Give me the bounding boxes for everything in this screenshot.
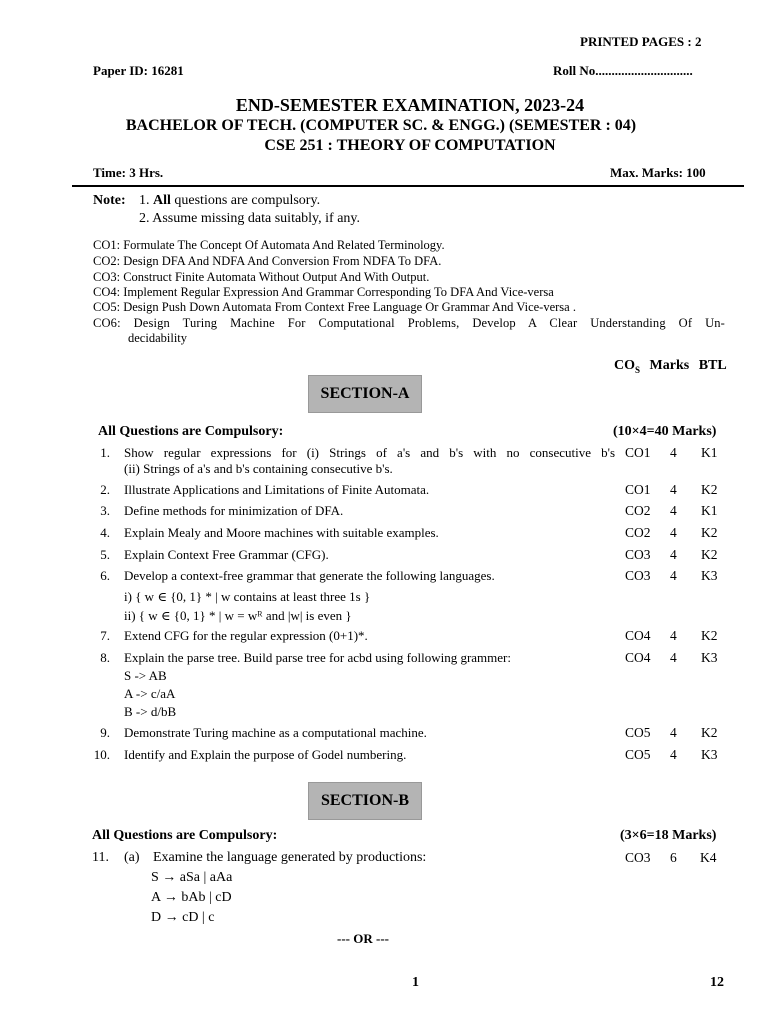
note-1-number: 1.	[139, 193, 150, 208]
question-number: 4.	[100, 525, 110, 540]
question-11-rule: D → cD | c	[151, 910, 215, 925]
question-marks: 4	[670, 525, 677, 540]
question-co: CO5	[625, 725, 651, 740]
question-text: i) { w ∈ {0, 1} * | w contains at least three 1s }	[124, 589, 371, 604]
note-2	[139, 211, 360, 227]
question-11-co: CO3	[625, 850, 651, 865]
question-co: CO1	[625, 482, 651, 497]
question-number: 9.	[100, 725, 110, 740]
section-a-marks: (10×4=40 Marks)	[613, 424, 717, 439]
question-btl: K1	[701, 503, 718, 518]
co-line: CO3: Construct Finite Automata Without Output And With Output.	[93, 270, 430, 284]
question-number: 8.	[100, 650, 110, 665]
course-title: CSE 251 : THEORY OF COMPUTATION	[264, 137, 556, 154]
question-co: CO2	[625, 503, 651, 518]
question-text: (ii) Strings of a's and b's containing consecutive b's.	[124, 461, 393, 476]
question-marks: 4	[670, 628, 677, 643]
exam-title: END-SEMESTER EXAMINATION, 2023-24	[235, 95, 585, 115]
question-11-rule: A → bAb | cD	[151, 890, 232, 905]
section-a-instruction: All Questions are Compulsory:	[98, 424, 284, 439]
question-11-text: Examine the language generated by productions:	[153, 850, 427, 865]
note-2-number: 2.	[139, 211, 150, 226]
section-b-marks: (3×6=18 Marks)	[620, 828, 717, 843]
question-btl: K1	[701, 445, 718, 460]
question-text: A -> c/aA	[124, 686, 176, 701]
question-btl: K2	[701, 628, 718, 643]
co-line: CO4: Implement Regular Expression And Grammar Corresponding To DFA And Vice-versa	[93, 285, 554, 299]
question-text: Develop a context-free grammar that generate the following languages.	[124, 568, 495, 583]
cos-header-sub: S	[635, 364, 641, 375]
question-text: Define methods for minimization of DFA.	[124, 503, 344, 518]
question-number: 3.	[100, 503, 110, 518]
question-btl: K3	[701, 568, 718, 583]
question-11-marks: 6	[670, 850, 677, 865]
section-b-heading: SECTION-B	[308, 782, 422, 820]
section-a-heading: SECTION-A	[308, 375, 422, 413]
question-text: Demonstrate Turing machine as a computational machine.	[124, 725, 427, 740]
question-co: CO4	[625, 650, 651, 665]
note-1-bold: All	[153, 193, 171, 208]
marks-header: Marks	[649, 358, 690, 373]
roll-no: Roll No..............................	[553, 63, 693, 78]
programme-title: BACHELOR OF TECH. (COMPUTER SC. & ENGG.) (SEMESTER : 04)	[125, 117, 637, 134]
question-btl: K2	[701, 725, 718, 740]
question-co: CO2	[625, 525, 651, 540]
co6-continuation: decidability	[128, 331, 188, 345]
question-text: ii) { w ∈ {0, 1} * | w = wᴿ and |w| is even }	[124, 608, 352, 623]
question-text: Explain Mealy and Moore machines with suitable examples.	[124, 525, 439, 540]
question-marks: 4	[670, 445, 677, 460]
question-btl: K2	[701, 547, 718, 562]
note-1	[139, 193, 320, 209]
note-1-text: questions are compulsory.	[170, 193, 321, 208]
question-text: Extend CFG for the regular expression (0+1)*.	[124, 628, 368, 643]
question-text: Identify and Explain the purpose of Godel numbering.	[124, 747, 407, 762]
question-co: CO3	[625, 547, 651, 562]
question-marks: 4	[670, 503, 677, 518]
question-number: 1.	[100, 445, 110, 460]
question-marks: 4	[670, 650, 677, 665]
co-line: CO5: Design Push Down Automata From Context Free Language Or Grammar And Vice-versa .	[93, 300, 576, 314]
question-text: Explain the parse tree. Build parse tree for acbd using following grammer:	[124, 650, 511, 665]
btl-header: BTL	[698, 358, 727, 373]
question-co: CO5	[625, 747, 651, 762]
question-number: 5.	[100, 547, 110, 562]
question-marks: 4	[670, 568, 677, 583]
paper-id: Paper ID: 16281	[93, 63, 184, 78]
question-co: CO1	[625, 445, 651, 460]
question-marks: 4	[670, 482, 677, 497]
note-label: Note:	[93, 193, 126, 208]
question-11-number: 11.	[92, 850, 109, 865]
question-11-part: (a)	[124, 850, 140, 865]
co-line: CO1: Formulate The Concept Of Automata And Related Terminology.	[93, 238, 445, 252]
co-line: CO6: Design Turing Machine For Computational Problems, Develop A Clear Understanding Of Un-	[93, 316, 725, 330]
question-11-btl: K4	[700, 850, 717, 865]
question-text: Show regular expressions for (i) Strings of a's and b's with no consecutive b's	[124, 445, 615, 460]
question-text: Explain Context Free Grammar (CFG).	[124, 547, 329, 562]
question-number: 6.	[100, 568, 110, 583]
question-text: Illustrate Applications and Limitations of Finite Automata.	[124, 482, 430, 497]
question-btl: K3	[701, 747, 718, 762]
note-2-text: Assume missing data suitably, if any.	[152, 211, 361, 226]
question-number: 10.	[93, 747, 110, 762]
page-number: 1	[412, 975, 419, 990]
question-co: CO4	[625, 628, 651, 643]
question-number: 2.	[100, 482, 110, 497]
question-btl: K2	[701, 482, 718, 497]
question-text: S -> AB	[124, 668, 167, 683]
cos-header: CO	[614, 358, 635, 373]
co-line: CO2: Design DFA And NDFA And Conversion From NDFA To DFA.	[93, 254, 442, 268]
question-btl: K3	[701, 650, 718, 665]
question-11-rule: S → aSa | aAa	[151, 870, 233, 885]
question-co: CO3	[625, 568, 651, 583]
footer-code: 12	[710, 975, 724, 990]
or-separator: --- OR ---	[337, 931, 389, 946]
question-text: B -> d/bB	[124, 704, 177, 719]
question-marks: 4	[670, 725, 677, 740]
question-number: 7.	[100, 628, 110, 643]
column-header	[614, 358, 727, 375]
max-marks: Max. Marks: 100	[610, 165, 706, 180]
question-marks: 4	[670, 747, 677, 762]
time-allowed: Time: 3 Hrs.	[93, 165, 164, 180]
question-btl: K2	[701, 525, 718, 540]
question-marks: 4	[670, 547, 677, 562]
header-rule	[72, 185, 744, 187]
printed-pages: PRINTED PAGES : 2	[580, 34, 702, 49]
section-b-instruction: All Questions are Compulsory:	[92, 828, 278, 843]
